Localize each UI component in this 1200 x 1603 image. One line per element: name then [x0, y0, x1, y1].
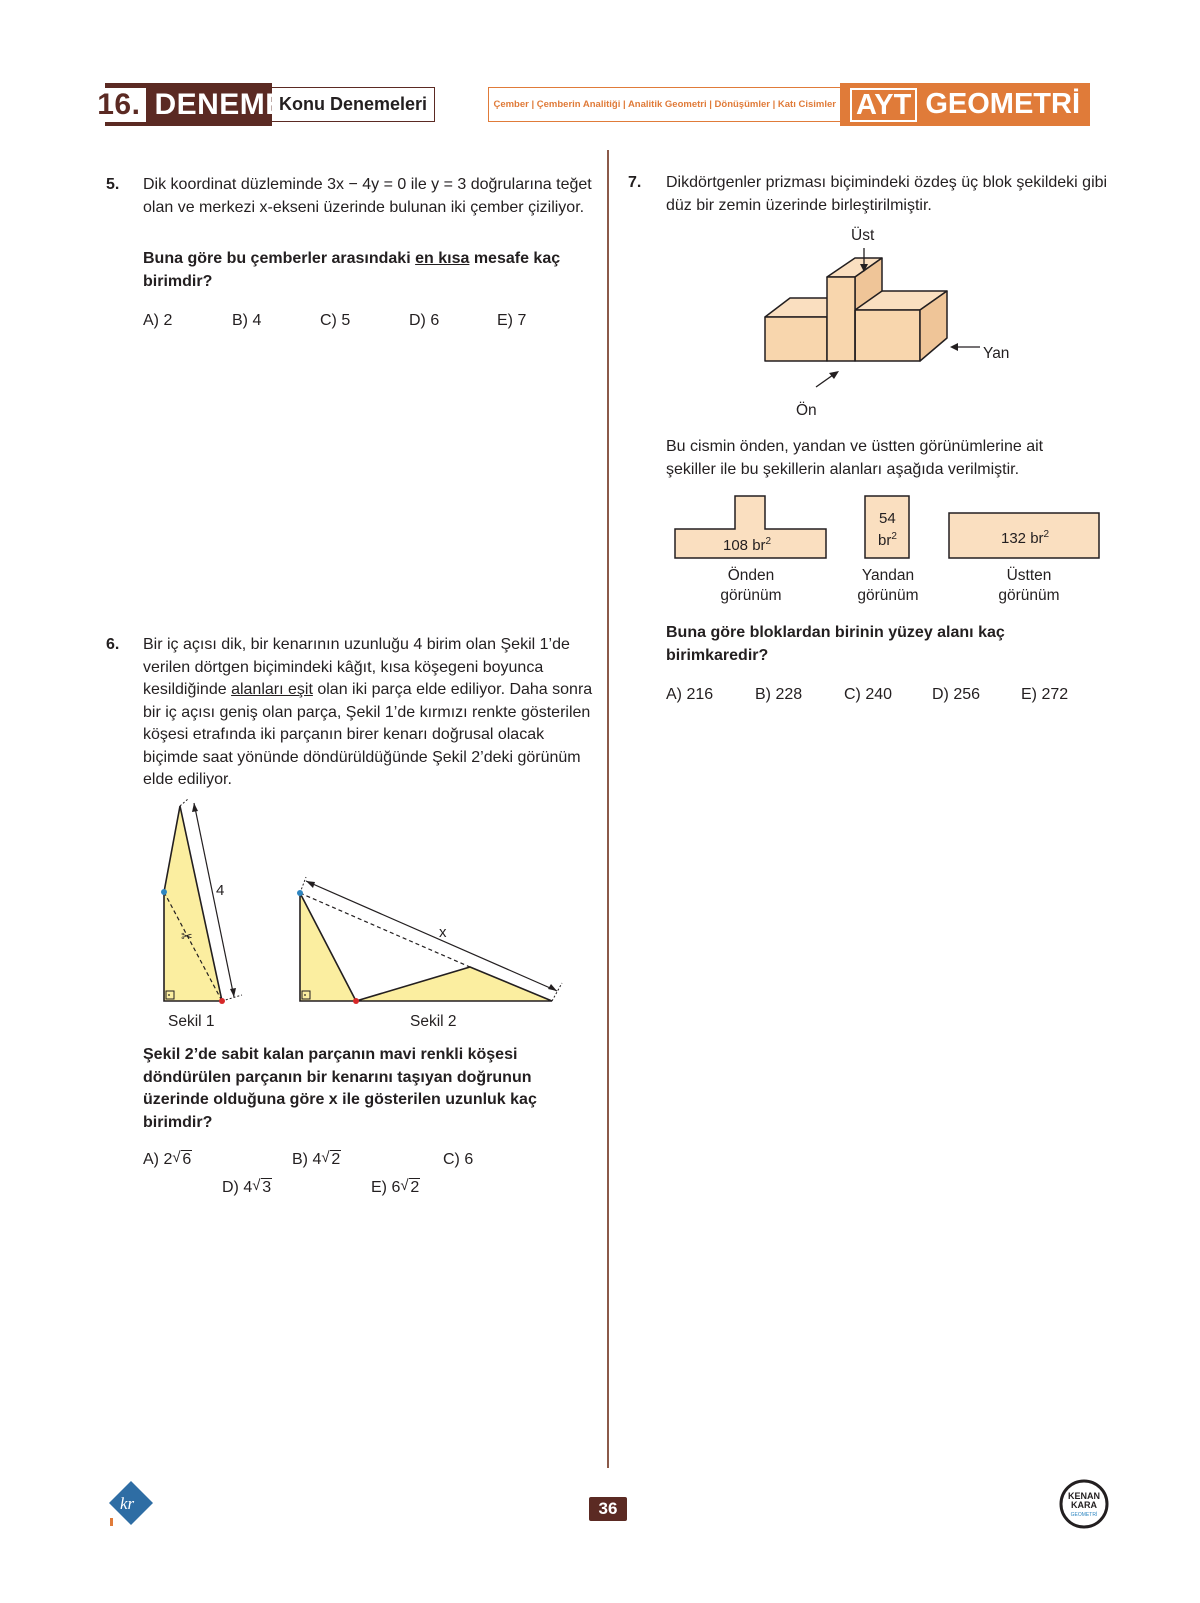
q7-option-e[interactable]: E) 272 [1021, 686, 1069, 703]
q5-text: Dik koordinat düzleminde 3x − 4y = 0 ile y = 3 doğrularına teğet olan ve merkezi x-ekseni üzerinde bulunan iki çember çiziliyor. [143, 176, 592, 216]
figure-1 [161, 799, 242, 1004]
q7-question: Buna göre bloklardan birinin yüzey alanı kaç birimkaredir? [666, 624, 1005, 664]
q5-question-pre: Buna göre bu çemberler arasındaki [143, 250, 411, 267]
side-view-area-unit: $br^2$ [878, 531, 897, 549]
front-view-area: 108 $br^2$ [723, 536, 772, 554]
kr-logo [106, 1478, 156, 1528]
column-divider [607, 150, 609, 1468]
deneme-badge [97, 83, 286, 126]
q6-option-a[interactable]: A) 2 √ 6 [143, 1149, 192, 1168]
subject-label: GEOMETRİ [925, 88, 1080, 120]
block-tall-front [827, 277, 855, 361]
deneme-title: DENEME [154, 87, 286, 121]
q6-text-post: olan iki parça elde ediliyor. Daha sonra bir iç açısı geniş olan parça, Şekil 1’de kırmızı renkte gösterilen köşesi etrafında iki parçanın birer kenarı doğrusal olacak biçimde saat yönünde döndürüldüğünde Şekil 2’deki görünüm elde ediliyor. [143, 681, 593, 788]
q7-number: 7. [628, 174, 642, 191]
side-view-area-value: 54 [879, 510, 896, 527]
fig1-quadrilateral [164, 806, 225, 1001]
label-front: Ön [796, 402, 817, 419]
q6-option-b[interactable]: B) 4 √ 2 [292, 1149, 341, 1168]
header-subject [488, 83, 1090, 126]
block-right-front [855, 310, 920, 361]
q5-option-d[interactable]: D) 6 [409, 312, 440, 329]
q7-text: Dikdörtgenler prizması biçimindeki özdeş üç blok şekildeki gibi düz bir zemin üzerinde birleştirilmiştir. [666, 174, 1108, 214]
q7-block-figure [740, 225, 1060, 425]
front-view-caption: Önden görünüm [720, 567, 782, 604]
q5-option-c[interactable]: C) 5 [320, 312, 351, 329]
arrow-front [829, 371, 839, 379]
q7-option-d[interactable]: D) 256 [932, 686, 981, 703]
topic-list: Çember | Çemberin Analitiği | Analitik Geometri | Dönüşümler | Katı Cisimler [488, 87, 840, 122]
q5-number: 5. [106, 176, 120, 193]
q6-option-e[interactable]: E) 6 √ 2 [371, 1177, 420, 1196]
arrow-side [950, 343, 958, 351]
kenan-kara-logo [1058, 1478, 1110, 1530]
block-left-front [765, 317, 827, 361]
q7-option-c[interactable]: C) 240 [844, 686, 893, 703]
deneme-number: 16. [91, 88, 146, 122]
q5-option-e[interactable]: E) 7 [497, 312, 527, 329]
q6-number: 6. [106, 636, 120, 653]
fig2-rotated-piece [356, 967, 552, 1001]
fig2-blue-vertex [297, 890, 303, 896]
side-view-caption: Yandan görünüm [857, 567, 919, 604]
q7-option-a[interactable]: A) 216 [666, 686, 714, 703]
q5-question-underline: en kısa [415, 250, 470, 267]
header-deneme [97, 83, 435, 126]
q6-text-pre: Bir iç açısı dik, bir kenarının uzunluğu 4 birim olan Şekil 1’de verilen dörtgen biçimindeki kâğıt, kısa köşegeni boyunca kesildiğinde [143, 636, 570, 698]
q7-views [672, 493, 1102, 563]
q6-figures [150, 795, 580, 1025]
q5-question-post: mesafe kaç birimdir? [143, 250, 561, 290]
label-top: Üst [851, 227, 875, 244]
figure-2 [297, 877, 562, 1004]
fig2-caption: Sekil 2 [410, 1013, 457, 1030]
fig2-red-vertex [353, 998, 359, 1004]
q6-question: Şekil 2’de sabit kalan parçanın mavi renkli köşesi döndürülen parçanın bir kenarını taşıyan doğrunun üzerinde olduğuna göre x ile gösterilen uzunluk kaç birimdir? [143, 1046, 537, 1131]
label-side: Yan [983, 345, 1010, 362]
q6-option-d[interactable]: D) 4 √ 3 [222, 1177, 272, 1196]
fig2-fixed-piece [300, 893, 356, 1001]
q5-question [143, 248, 593, 293]
fig2-dimension-line [306, 881, 557, 991]
deneme-subtitle: Konu Denemeleri [272, 87, 435, 122]
q6-text-underline: alanları eşit [231, 681, 313, 698]
fig1-length-label: 4 [216, 882, 225, 899]
svg-text:kr: kr [120, 1494, 135, 1513]
top-view-caption: Üstten görünüm [998, 567, 1060, 604]
fig1-blue-vertex [161, 889, 167, 895]
fig1-caption: Sekil 1 [168, 1013, 215, 1030]
page-number: 36 [589, 1497, 627, 1521]
svg-text:GEOMETRİ: GEOMETRİ [1070, 1512, 1098, 1518]
fig1-red-vertex [219, 998, 225, 1004]
svg-text:KENAN: KENAN [1067, 1491, 1101, 1501]
scissors-icon: ✂ [181, 928, 193, 944]
q5-option-a[interactable]: A) 2 [143, 312, 173, 329]
svg-text:KARA: KARA [1071, 1500, 1097, 1510]
q5-option-b[interactable]: B) 4 [232, 312, 262, 329]
exam-label: AYT [850, 88, 917, 122]
top-view-area: 132 $br^2$ [1001, 529, 1050, 547]
q6-option-c[interactable]: C) 6 [443, 1151, 474, 1168]
fig2-length-label: x [439, 924, 447, 941]
q7-option-b[interactable]: B) 228 [755, 686, 803, 703]
q6-text [143, 634, 595, 792]
q7-text-2: Bu cismin önden, yandan ve üstten görünümlerine ait şekiller ile bu şekillerin alanları aşağıda verilmiştir. [666, 438, 1044, 478]
subject-badge [840, 83, 1090, 126]
